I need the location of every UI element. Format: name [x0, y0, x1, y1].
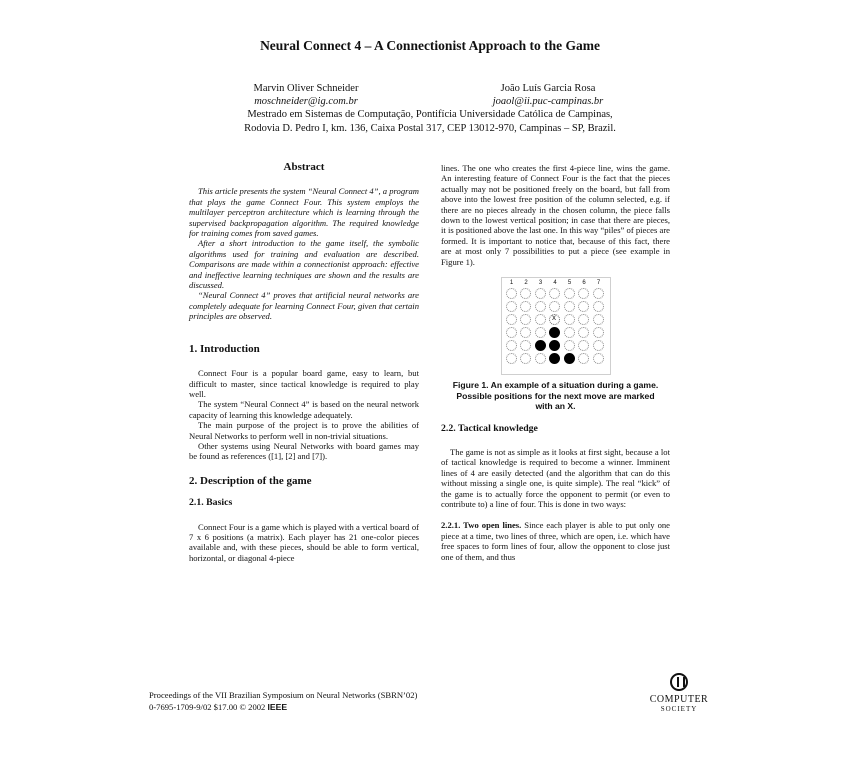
- body-paragraph: The game is not as simple as it looks at first sight, because a lot of tactical knowledge is required to become a winner. Imminent lines of 4 are easily detected (and the algorithm that can do this without missing a single one, is quite simple). The real “kick” of the game is to actually force the opponent to permit (or even to contribute to) a line of four. This is done in two ways:: [441, 446, 670, 509]
- board-slot: [593, 314, 604, 325]
- author-1-name: Marvin Oliver Schneider: [253, 83, 359, 94]
- logo-line-1: COMPUTER: [649, 694, 709, 705]
- board-slot: [564, 301, 575, 312]
- connect-four-board: [501, 277, 611, 375]
- footer-copyright: [149, 701, 417, 713]
- computer-society-logo: [646, 671, 712, 723]
- author-2-name: João Luís Garcia Rosa: [500, 83, 596, 94]
- section-2-1-heading: 2.1. Basics: [189, 497, 233, 509]
- ieee-wordmark: IEEE: [267, 702, 288, 712]
- body-paragraph: The system “Neural Connect 4” is based on the neural network capacity of learning this knowledge adequately.: [189, 399, 419, 420]
- board-slot: [506, 314, 517, 325]
- board-column-number: 7: [596, 280, 601, 287]
- board-slot: [578, 327, 589, 338]
- board-piece: [549, 327, 560, 338]
- board-slot: [564, 288, 575, 299]
- board-slot: [506, 327, 517, 338]
- board-slot: [535, 301, 546, 312]
- board-piece: [535, 340, 546, 351]
- board-column-number: 4: [553, 280, 557, 287]
- board-slot: [506, 340, 517, 351]
- board-slot: [535, 327, 546, 338]
- board-slot: [578, 353, 589, 364]
- board-slot: [520, 301, 531, 312]
- board-slot: [520, 288, 531, 299]
- board-slot: [535, 314, 546, 325]
- board-slot: [549, 314, 560, 325]
- body-paragraph: The main purpose of the project is to prove the abilities of Neural Networks to perform well in non-trivial situations.: [189, 420, 419, 441]
- board-column-number: 5: [567, 280, 572, 287]
- section-1-heading: 1. Introduction: [189, 342, 260, 355]
- board-slot: [593, 353, 604, 364]
- board-slot: [506, 301, 517, 312]
- board-slot: [578, 301, 589, 312]
- board-column-number: 3: [538, 280, 543, 287]
- footer: [149, 689, 417, 713]
- board-slot: [578, 314, 589, 325]
- left-column: [189, 162, 419, 563]
- board-slot: [564, 327, 575, 338]
- board-slot: [593, 327, 604, 338]
- board-piece: [549, 340, 560, 351]
- board-column-number: 1: [509, 280, 514, 287]
- abstract-title: Abstract: [283, 161, 325, 173]
- figure-caption: Figure 1. An example of a situation during a game. Possible positions for the next move are marked with an X.: [452, 380, 659, 412]
- body-paragraph: Connect Four is a game which is played with a vertical board of 7 x 6 positions (a matrix). Each player has 21 one-color pieces available and, with these pieces, should be able to form vertical, horizontal, or diagonal 4-piece: [189, 521, 419, 563]
- abstract-paragraph: This article presents the system “Neural Connect 4”, a program that plays the game Connect Four. This system employs the multilayer perceptron architecture which is learning through the supervised backpropagation algorithm. The required knowledge for training comes from saved games.: [189, 186, 419, 239]
- abstract-paragraph: “Neural Connect 4” proves that artificial neural networks are completely adequate for learning Connect Four, given that certain principles are observed.: [189, 290, 419, 322]
- board-piece: [564, 353, 575, 364]
- board-piece: [549, 353, 560, 364]
- board-slot: [520, 327, 531, 338]
- board-slot: [593, 340, 604, 351]
- section-2-2-1-heading: 2.2.1. Two open lines.: [441, 520, 522, 531]
- body-paragraph: Connect Four is a popular board game, easy to learn, but difficult to master, since tactical knowledge is required to play well.: [189, 368, 419, 399]
- author-2-email[interactable]: joaol@ii.puc-campinas.br: [492, 96, 604, 107]
- board-slot: [535, 288, 546, 299]
- body-paragraph: lines. The one who creates the first 4-piece line, wins the game. An interesting feature of Connect Four is the fact that the pieces actually may not be positioned freely on the board, but fall from above into the lowest free position of the column selected, e.g. if there are no pieces already in the chosen column, the piece falls down to the lowest vertical position; in case that there are pieces, it is positioned above the last one. In this way “piles” of pieces are formed. It is important to notice that, because of this fact, there are at most only 7 possibilities to put a piece (see example in Figure 1).: [441, 163, 670, 267]
- author-2: [468, 82, 628, 108]
- board-slot: [506, 353, 517, 364]
- right-column: [441, 163, 670, 562]
- abstract-paragraph: After a short introduction to the game itself, the symbolic algorithms used for training and evaluation are described. Comparisons are made within a connectionist approach: effective and ineffective learning techniques are shown and the results are discussed.: [189, 238, 419, 291]
- section-2-heading: 2. Description of the game: [189, 474, 312, 487]
- ieee-seal-icon: [670, 673, 688, 691]
- board-slot: [520, 340, 531, 351]
- body-paragraph: Other systems using Neural Networks with board games may be found as references ([1], [2] and [7]).: [189, 440, 419, 462]
- board-slot: [549, 288, 560, 299]
- subsection-paragraph: [441, 520, 670, 562]
- footer-isbn: 0-7695-1709-9/02 $17.00 © 2002: [149, 702, 268, 712]
- board-slot: [578, 288, 589, 299]
- author-1: [226, 82, 386, 108]
- author-1-email[interactable]: moschneider@ig.com.br: [254, 96, 358, 107]
- board-slot: [564, 314, 575, 325]
- section-2-2-heading: 2.2. Tactical knowledge: [441, 422, 538, 434]
- logo-line-2: SOCIETY: [660, 705, 698, 713]
- affiliation-line-2: Rodovia D. Pedro I, km. 136, Caixa Postal 317, CEP 13012-970, Campinas – SP, Brazil.: [244, 123, 616, 134]
- board-slot: [593, 301, 604, 312]
- board-column-number: 2: [524, 280, 528, 287]
- board-column-number: 6: [582, 280, 586, 287]
- board-slot: [564, 340, 575, 351]
- board-slot: [520, 314, 531, 325]
- affiliation-line-1: Mestrado em Sistemas de Computação, Pontifícia Universidade Católica de Campinas,: [247, 109, 613, 120]
- paper-title: Neural Connect 4 – A Connectionist Approach to the Game: [260, 38, 600, 53]
- board-slot: [535, 353, 546, 364]
- board-slot: [549, 301, 560, 312]
- abstract-body: [189, 186, 419, 321]
- subsection-text: Since each player is able to put only one piece at a time, two lines of three, which are open, i.e. which have free spaces to form lines of four, allow the opponent to close just one of them, and thus: [441, 520, 670, 562]
- board-slot: [593, 288, 604, 299]
- figure-1: [441, 277, 670, 375]
- board-slot: [520, 353, 531, 364]
- board-slot: [506, 288, 517, 299]
- footer-proceedings: Proceedings of the VII Brazilian Symposium on Neural Networks (SBRN’02): [149, 690, 418, 700]
- board-slot: [578, 340, 589, 351]
